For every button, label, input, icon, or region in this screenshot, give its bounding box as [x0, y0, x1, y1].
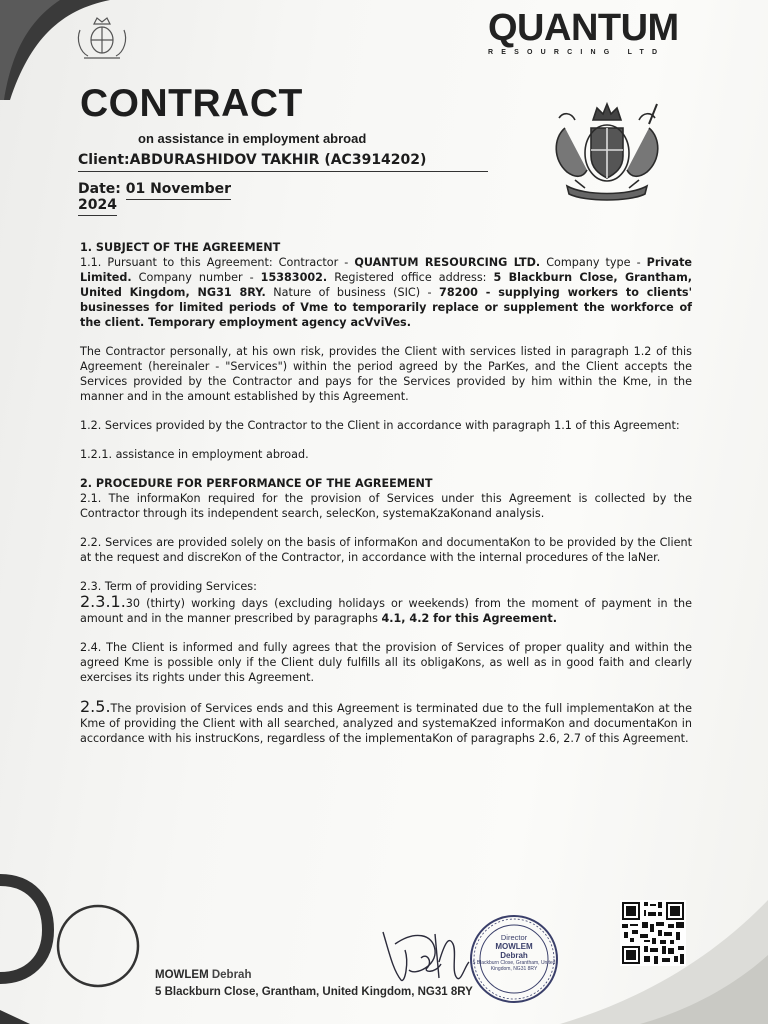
clause-text: Company type - — [540, 256, 647, 269]
clause-text: Registered office address: — [327, 271, 494, 284]
section-2-heading: 2. PROCEDURE FOR PERFORMANCE OF THE AGREEMENT — [80, 477, 433, 490]
clause-2-4: 2.4. The Client is informed and fully agrees that the provision of Services of proper quality and within the agreed Kme is possible only if the Client duly fulfills all its obligaKons, as well as in good faith and clearly exercises its rights under this Agreement. — [80, 641, 692, 684]
clause-2-3: 2.3. Term of providing Services: — [80, 580, 257, 593]
company-logo — [488, 8, 728, 56]
qr-code-icon — [620, 900, 686, 966]
clause-text: 30 (thirty) working days (excluding holidays or weekends) from the moment of payment in the amount and in the manner prescribed by paragraphs — [80, 597, 692, 625]
clause-2-5 — [80, 699, 692, 746]
signer-address: 5 Blackburn Close, Grantham, United Kingdom, NG31 8RY — [155, 986, 473, 998]
clause-text: The provision of Services ends and this Agreement is terminated due to the full implementaKon at the Kme of providing the Client with all searched, analyzed and systemaKzed informaKon and documentaKon in accordance with his instrucKons, regardless of the implementaKon of paragraphs 2.6, 2.7 of this Agreement. — [80, 702, 692, 745]
logo-wordmark: QUANTUM — [488, 7, 679, 49]
clause-2-1: 2.1. The informaKon required for the provision of Services under this Agreement is collected by the Contractor through its independent search, selecKon, systemaKzaKonand analysis. — [80, 492, 692, 520]
client-label: Client: — [78, 152, 130, 168]
document-subtitle: on assistance in employment abroad — [138, 131, 367, 146]
date-value: 01 November 2024 — [78, 181, 231, 216]
clause-number: 2.5. — [80, 697, 111, 716]
clause-text: 4.1, 4.2 for this Agreement. — [381, 612, 557, 625]
clause-text: 5 Blackburn Close, Grantham, United Kingdom, NG31 8RY. — [80, 271, 692, 299]
clause-1-2-1: 1.2.1. assistance in employment abroad. — [80, 448, 309, 461]
signer-firstname: Debrah — [211, 969, 252, 981]
clause-1-1-services: The Contractor personally, at his own risk, provides the Client with services listed in paragraph 1.2 of this Agreement (hereinaler - "Services") within the period agreed by the ParKes, and the Client accepts the Services provided by the Contractor and pays for the Services provided by him within the Kme, in the manner and in the amount established by this Agreement. — [80, 345, 692, 403]
signature-icon — [375, 922, 475, 992]
clause-text: Private Limited. — [80, 256, 693, 284]
document-title: CONTRACT — [80, 82, 303, 125]
clause-1-1 — [80, 255, 692, 330]
clause-2-2: 2.2. Services are provided solely on the basis of informaKon and documentaKon to be provided by the Client at the request and discreKon of the Contractor, in accordance with the internal procedures of the laNer. — [80, 536, 692, 564]
clause-text: Company number - — [131, 271, 261, 284]
stamp-surname: MOWLEM — [495, 942, 533, 951]
corner-decoration-bottom-left — [0, 860, 150, 1024]
stamp-address: 5 Blackburn Close, Grantham, United Kingdom, NG31 8RY — [472, 960, 556, 972]
signer-surname: MOWLEM — [155, 969, 209, 981]
clause-2-3-1 — [80, 594, 692, 626]
clause-1-2: 1.2. Services provided by the Contractor to the Client in accordance with paragraph 1.1 of this Agreement: — [80, 419, 680, 432]
logo-subtitle: RESOURCING LTD — [488, 49, 666, 56]
stamp-firstname: Debrah — [500, 951, 528, 960]
section-1-heading: 1. SUBJECT OF THE AGREEMENT — [80, 241, 281, 254]
royal-coat-of-arms-icon — [545, 98, 670, 203]
client-line — [78, 152, 488, 172]
date-line — [78, 181, 268, 213]
clause-text: 1.1. Pursuant to this Agreement: Contractor - — [80, 256, 355, 269]
stamp-text — [468, 933, 560, 972]
date-label: Date: — [78, 181, 121, 197]
clause-text: Nature of business (SIC) - — [265, 286, 440, 299]
crest-icon-small — [70, 10, 134, 62]
clause-text: QUANTUM RESOURCING LTD. — [354, 256, 541, 269]
client-value: ABDURASHIDOV TAKHIR (AC3914202) — [129, 152, 427, 168]
clause-number: 2.3.1. — [80, 592, 126, 611]
stamp-role: Director — [500, 933, 528, 942]
company-stamp — [468, 913, 560, 1005]
contract-body — [80, 240, 692, 746]
clause-text: 15383002. — [260, 271, 328, 284]
clause-text: 78200 - supplying workers to clients' businesses for limited periods of Vme to temporarily replace or supplement the workforce of the client. Temporary employment agency acVviVes. — [80, 286, 693, 329]
